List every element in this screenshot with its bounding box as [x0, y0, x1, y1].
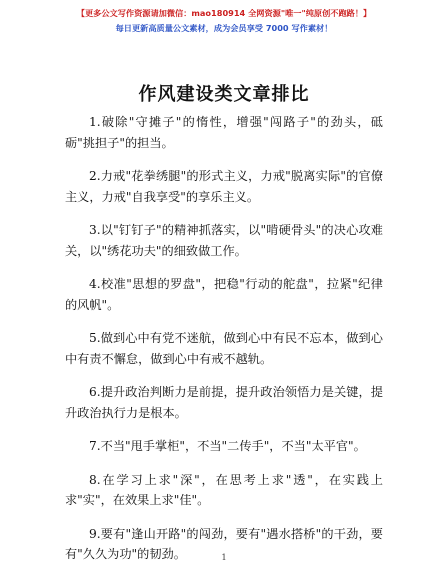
- parallel-item-7: 7.不当"甩手掌柜"，不当"二传手"，不当"太平官"。: [89, 439, 366, 453]
- parallel-item-5: 5.做到心中有党不迷航，做到心中有民不忘本，做到心中有责不懈怠，做到心中有戒不越轨。: [65, 331, 383, 366]
- document-title: 作风建设类文章排比: [138, 84, 310, 105]
- parallel-item-9: 9.要有"逢山开路"的闯劲，要有"遇水搭桥"的干劲，要有"久久为功"的韧劲。: [65, 526, 383, 561]
- parallel-item-4: 4.校准"思想的罗盘"，把稳"行动的舵盘"，拉紧"纪律的风帆"。: [65, 277, 383, 312]
- promo-line-contact: 【更多公文写作资源请加微信：mao180914 全网资源"唯一"纯原创不跑路！】: [76, 8, 372, 18]
- document-body: [65, 112, 383, 578]
- promo-header: [0, 6, 448, 35]
- parallel-item-3: 3.以"钉钉子"的精神抓落实，以"啃硬骨头"的决心攻难关，以"绣花功夫"的细致做工作。: [65, 223, 383, 258]
- parallel-item-1: 1.破除"守摊子"的惰性，增强"闯路子"的劲头，砥砺"挑担子"的担当。: [65, 115, 383, 150]
- parallel-item-6: 6.提升政治判断力是前提，提升政治领悟力是关键，提升政治执行力是根本。: [65, 385, 383, 420]
- parallel-item-2: 2.力戒"花拳绣腿"的形式主义，力戒"脱离实际"的官僚主义，力戒"自我享受"的享乐主义。: [65, 169, 383, 204]
- promo-line-membership: 每日更新高质量公文素材，成为会员享受 7000 写作素材！: [115, 23, 333, 33]
- parallel-item-8: 8.在学习上求"深"，在思考上求"透"，在实践上求"实"，在效果上求"佳"。: [65, 472, 383, 507]
- page-number: 1: [221, 553, 227, 562]
